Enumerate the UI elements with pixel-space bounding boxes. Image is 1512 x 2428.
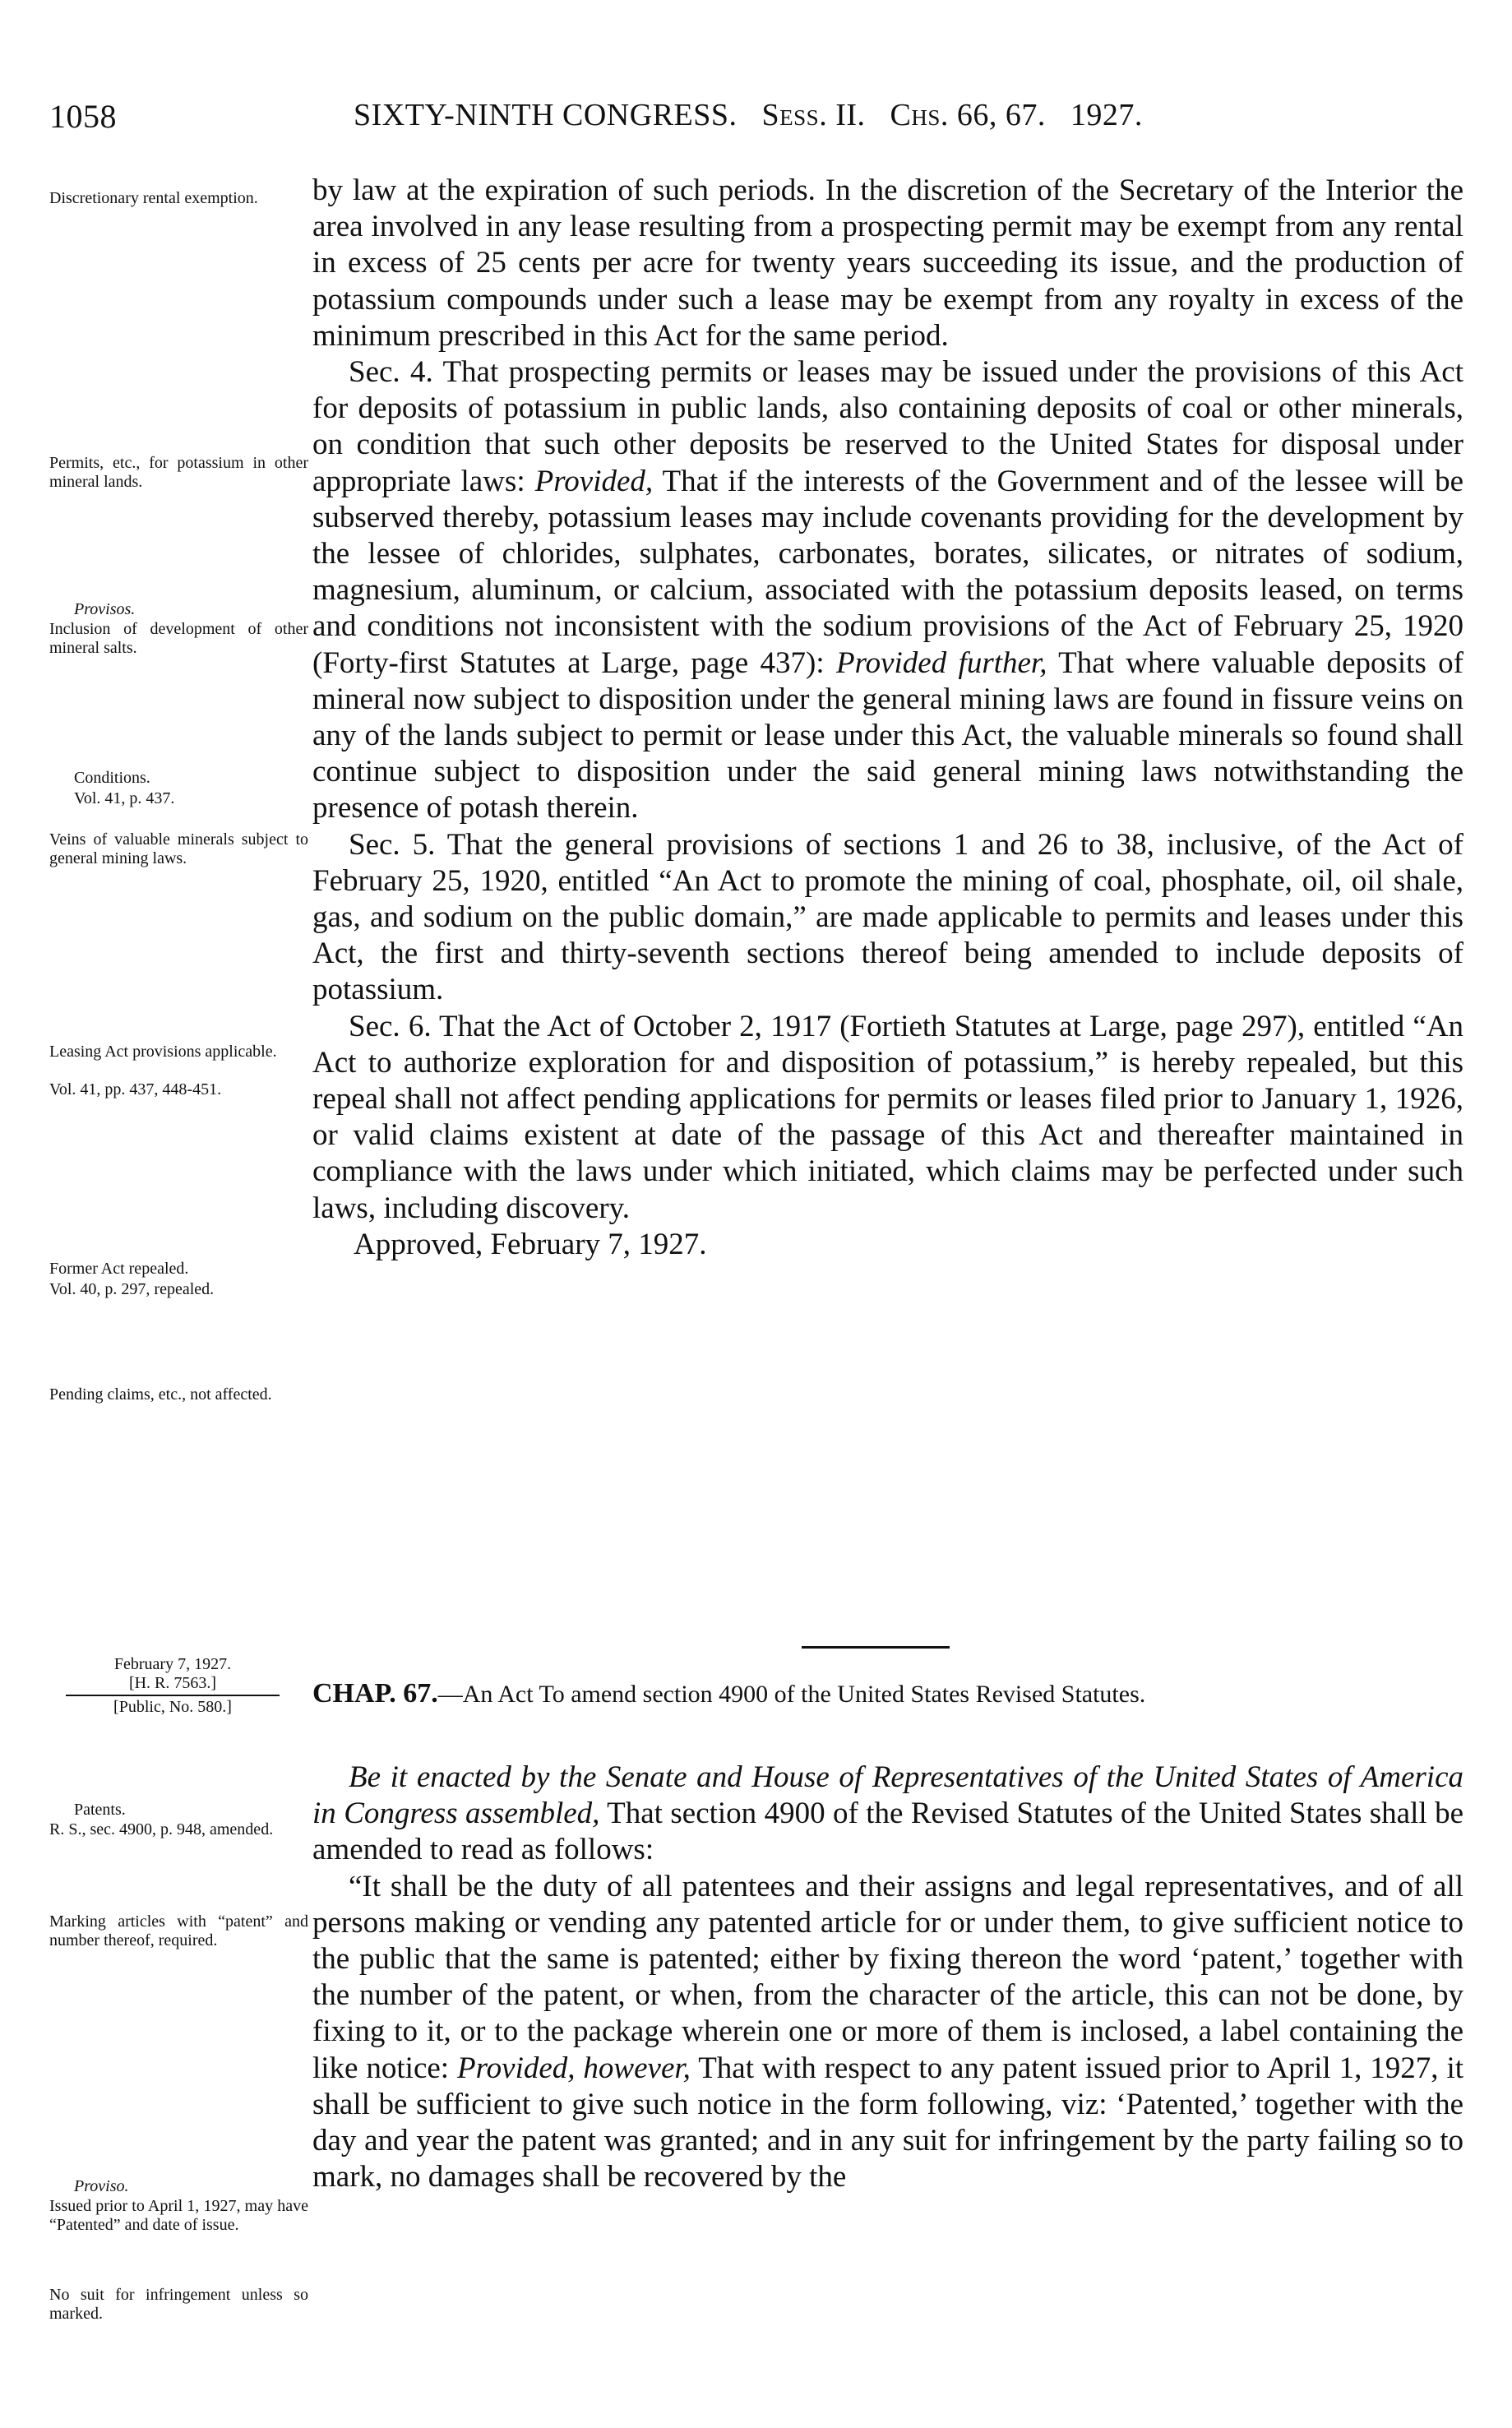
note-pending: Pending claims, etc., not affected. <box>49 1385 272 1404</box>
quote-lead: “It shall be the duty of all patentees and their assigns and legal representatives, and of all persons making or vending any patented article for or under them, to give sufficient notice to the public that the same is patented; either by fixing thereon the word ‘patent,’ together with the number of the patent, or when, from the character of the article, this can not be done, by fixing to it, or to the package wherein one or more of them is inclosed, a label containing the like notice: <box>312 1869 1463 2085</box>
note-permits: Permits, etc., for potassium in other mineral lands. <box>49 454 308 491</box>
page-header <box>49 97 1447 138</box>
note-leasing-ref: Vol. 41, pp. 437, 448-451. <box>49 1080 222 1098</box>
enacting-tail: That section 4900 of the Revised Statutes of the United States shall be amended to read as follows: <box>312 1797 1463 1867</box>
paragraph-rental: by law at the expiration of such periods. In the discretion of the Secretary of the Interior the area involved in any lease resulting from a prospecting permit may be exempt from any rental in excess of 25 cents per acre for twenty years succeeding its issue, and the production of potassium compounds under such a lease may be exempt from any royalty in excess of the minimum prescribed in this Act for the same period. <box>312 173 1463 353</box>
enacting-italic: Be it enacted by the Senate and House of Representatives of the United States of America in Congress assembled, <box>312 1760 1463 1831</box>
note-leasing: Leasing Act provisions applicable. <box>49 1043 277 1061</box>
paragraph-sec6: Sec. 6. That the Act of October 2, 1917 (Fortieth Statutes at Large, page 297), entitled “An Act to authorize exploration for and disposition of potassium,” is hereby repealed, but this repeal shall not affect pending applications for permits or leases filed prior to January 1, 1926, or valid claims existent at date of the passage of this Act and thereafter maintained in compliance with the laws under which initiated, which claims may be perfected under such laws, including discovery. <box>312 1009 1463 1225</box>
sec4-provided: Provided, <box>534 464 654 498</box>
note-veins: Veins of valuable minerals subject to general mining laws. <box>49 830 308 867</box>
chapter-67-body <box>312 1760 1463 2195</box>
approved-line: Approved, February 7, 1927. <box>354 1227 707 1261</box>
bill-divider <box>66 1695 280 1696</box>
chapter-label: CHAP. 67. <box>312 1678 438 1709</box>
sec4-provided-further: Provided further, <box>835 645 1047 680</box>
chapter-heading <box>312 1677 1463 1711</box>
note-conditions: Conditions. <box>74 769 150 787</box>
session-label: Sess. II. <box>761 98 866 132</box>
note-patents-ref: R. S., sec. 4900, p. 948, amended. <box>49 1820 274 1838</box>
note-former: Former Act repealed. <box>49 1260 189 1278</box>
quote-tail: That with respect to any patent issued prior to April 1, 1927, it shall be sufficient to give such notice in the form following, viz: ‘Patented,’ together with the day and year the patent was granted; and in any suit for infringement by the party failing so to mark, no damages shall be recovered by the <box>312 2051 1464 2194</box>
paragraph-sec4 <box>312 354 1463 827</box>
note-provisos: Provisos. <box>74 600 136 618</box>
header-year: 1927. <box>1070 98 1143 132</box>
note-discretionary: Discretionary rental exemption. <box>49 189 258 207</box>
chapters-label: Chs. 66, 67. <box>890 98 1046 132</box>
paragraph-sec5: Sec. 5. That the general provisions of sections 1 and 26 to 38, inclusive, of the Act of February 25, 1920, entitled “An Act to promote the mining of coal, phosphate, oil, oil shale, gas, and sodium on the public domain,” are made applicable to permits and leases under this Act, the first and thirty-seventh sections thereof being amended to include deposits of potassium. <box>312 827 1463 1007</box>
quoted-section <box>312 1869 1463 2196</box>
note-former-ref: Vol. 40, p. 297, repealed. <box>49 1280 215 1298</box>
sec4-mid: That if the interests of the Government and of the lessee will be subserved thereby, potassium leases may include covenants providing for the development by the lessee of chlorides, sulphates, carbonates, borates, silicates, or nitrates of sodium, magnesium, aluminum, or calcium, associated with the potassium deposits leased, on terms and conditions not inconsistent with the sodium provisions of the Act of February 25, 1920 (Forty-first Statutes at Large, page 437): <box>312 464 1464 680</box>
bill-info <box>49 1655 296 1717</box>
enacting-clause <box>312 1760 1463 1869</box>
section-a-body <box>312 173 1463 1263</box>
note-proviso: Proviso. <box>74 2177 129 2195</box>
provided-however: Provided, however, <box>457 2051 691 2085</box>
sec4-tail: That where valuable deposits of mineral now subject to disposition under the general mining laws are found in fissure veins on any of the lands subject to permit or lease under this Act, the valuable minerals so found shall continue subject to disposition under the said general mining laws notwithstanding the presence of potash therein. <box>312 645 1463 826</box>
note-no-suit: No suit for infringement unless so marked. <box>49 2286 308 2323</box>
section-divider <box>802 1646 950 1649</box>
note-marking: Marking articles with “patent” and number thereof, required. <box>49 1912 308 1949</box>
running-head <box>354 97 1143 133</box>
note-issued-prior: Issued prior to April 1, 1927, may have “Patented” and date of issue. <box>49 2197 308 2234</box>
bill-public: [Public, No. 580.] <box>113 1698 232 1716</box>
bill-date: February 7, 1927. <box>113 1655 232 1673</box>
bill-hr: [H. R. 7563.] <box>128 1674 217 1692</box>
note-inclusion: Inclusion of development of other mineral salts. <box>49 620 308 657</box>
note-conditions-ref: Vol. 41, p. 437. <box>74 789 175 807</box>
sec4-lead: Sec. 4. That prospecting permits or leases may be issued under the provisions of this Act for deposits of potassium in public lands, also containing deposits of coal or other minerals, on condition that such other deposits be reserved to the United States for disposal under appropriate laws: <box>312 355 1463 498</box>
chapter-title: —An Act To amend section 4900 of the United States Revised Statutes. <box>437 1681 1146 1708</box>
congress-title: SIXTY-NINTH CONGRESS. <box>354 98 738 132</box>
page-number: 1058 <box>49 98 117 135</box>
note-patents: Patents. <box>74 1801 126 1819</box>
